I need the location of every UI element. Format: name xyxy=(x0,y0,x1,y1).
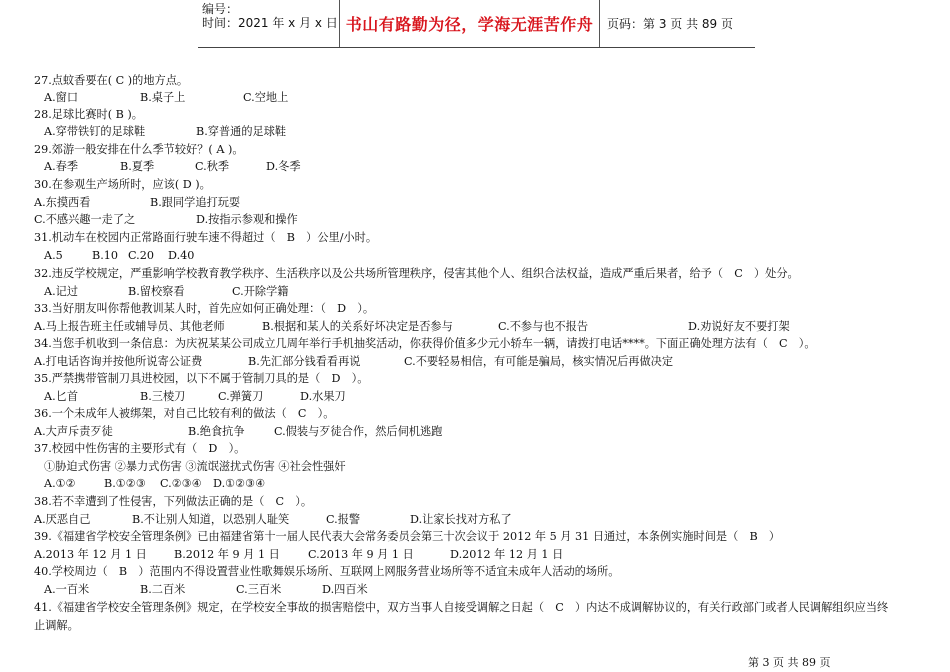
question-36-option-a: A.大声斥责歹徒 xyxy=(34,425,113,438)
question-34-option-b: B.先汇部分钱看看再说 xyxy=(248,355,361,368)
question-40-option-c: C.三百米 xyxy=(236,583,282,596)
header-divider xyxy=(198,47,755,48)
question-28-stem: 28.足球比赛时( B )。 xyxy=(34,108,143,121)
question-35-option-b: B.三棱刀 xyxy=(140,390,186,403)
question-29-option-b: B.夏季 xyxy=(120,160,155,173)
question-38-stem: 38.若不幸遭到了性侵害，下列做法正确的是（ C ）。 xyxy=(34,495,313,508)
question-33-option-a: A.马上报告班主任或辅导员、其他老师 xyxy=(34,320,225,333)
question-34-stem: 34.当您手机收到一条信息：为庆祝某某公司成立几周年举行手机抽奖活动，你获得价值多少元小轿车一辆，请拨打电话****。下面正确处理方法有（ C ）。 xyxy=(34,337,816,350)
question-33-option-c: C.不参与也不报告 xyxy=(498,320,589,333)
question-32-option-a: A.记过 xyxy=(44,285,79,298)
document-date: 时间：2021 年 x 月 x 日 xyxy=(202,16,338,30)
question-40-stem: 40.学校周边（ B ）范围内不得设置营业性歌舞娱乐场所、互联网上网服务营业场所等不适宜未成年人活动的场所。 xyxy=(34,565,620,578)
question-30-option-c: C.不感兴趣一走了之 xyxy=(34,213,136,226)
question-32-stem: 32.违反学校规定，严重影响学校教育教学秩序、生活秩序以及公共场所管理秩序，侵害其他个人、组织合法权益，造成严重后果者，给予（ C ）处分。 xyxy=(34,267,799,280)
question-31-option-c: C.20 xyxy=(128,249,154,262)
question-39-stem: 39.《福建省学校安全管理条例》已由福建省第十一届人民代表大会常务委员会第三十次会议于 2012 年 5 月 31 日通过，本条例实施时间是（ B ） xyxy=(34,530,781,543)
question-27-option-b: B.桌子上 xyxy=(140,91,186,104)
motto-text: 书山有路勤为径，学海无涯苦作舟 xyxy=(345,15,594,34)
question-30-stem: 30.在参观生产场所时，应该( D )。 xyxy=(34,178,211,191)
question-31-stem: 31.机动车在校园内正常路面行驶车速不得超过（ B ）公里/小时。 xyxy=(34,231,378,244)
question-35-stem: 35.严禁携带管制刀具进校园，以下不属于管制刀具的是（ D ）。 xyxy=(34,372,369,385)
question-39-option-a: A.2013 年 12 月 1 日 xyxy=(34,548,147,561)
header-page-cell xyxy=(599,0,763,47)
question-38-option-b: B.不让别人知道，以恐别人耻笑 xyxy=(132,513,290,526)
question-40-option-b: B.二百米 xyxy=(140,583,186,596)
question-34-option-c: C.不要轻易相信，有可能是骗局，核实情况后再做决定 xyxy=(404,355,674,368)
question-37-option-b: B.①②③ xyxy=(104,477,146,490)
question-29-option-a: A.春季 xyxy=(44,160,79,173)
question-32-option-c: C.开除学籍 xyxy=(232,285,289,298)
question-37-option-a: A.①② xyxy=(44,477,76,490)
header-motto-cell xyxy=(339,0,600,47)
question-28-option-b: B.穿普通的足球鞋 xyxy=(196,125,287,138)
question-33-stem: 33.当好朋友叫你帮他教训某人时，首先应如何正确处理：（ D ）。 xyxy=(34,302,375,315)
document-number-label: 编号： xyxy=(202,2,239,16)
question-35-option-c: C.弹簧刀 xyxy=(218,390,264,403)
question-27-option-c: C.空地上 xyxy=(243,91,289,104)
question-27-option-a: A.窗口 xyxy=(44,91,79,104)
question-35-option-a: A.匕首 xyxy=(44,390,79,403)
question-32-option-b: B.留校察看 xyxy=(128,285,185,298)
question-30-option-b: B.跟同学追打玩耍 xyxy=(150,196,241,209)
question-35-option-d: D.水果刀 xyxy=(300,390,346,403)
question-33-option-d: D.劝说好友不要打架 xyxy=(688,320,790,333)
question-40-option-d: D.四百米 xyxy=(322,583,368,596)
question-37-stem: 37.校园中性伤害的主要形式有（ D ）。 xyxy=(34,442,246,455)
question-31-option-a: A.5 xyxy=(44,249,63,262)
question-39-option-c: C.2013 年 9 月 1 日 xyxy=(308,548,414,561)
question-29-option-c: C.秋季 xyxy=(195,160,230,173)
question-29-stem: 29.郊游一般安排在什么季节较好？( A )。 xyxy=(34,143,244,156)
question-31-option-b: B.10 xyxy=(92,249,119,262)
question-39-option-b: B.2012 年 9 月 1 日 xyxy=(174,548,280,561)
question-38-option-a: A.厌恶自己 xyxy=(34,513,91,526)
question-38-option-c: C.报警 xyxy=(326,513,361,526)
question-37-option-d: D.①②③④ xyxy=(213,477,266,490)
question-36-option-c: C.假装与歹徒合作，然后伺机逃跑 xyxy=(274,425,443,438)
question-28-option-a: A.穿带铁钉的足球鞋 xyxy=(44,125,146,138)
question-41-stem-continued: 止调解。 xyxy=(34,619,79,632)
question-30-option-d: D.按指示参观和操作 xyxy=(196,213,298,226)
question-36-option-b: B.绝食抗争 xyxy=(188,425,245,438)
question-34-option-a: A.打电话咨询并按他所说寄公证费 xyxy=(34,355,203,368)
question-33-option-b: B.根据和某人的关系好坏决定是否参与 xyxy=(262,320,453,333)
question-37-option-c: C.②③④ xyxy=(160,477,202,490)
question-39-option-d: D.2012 年 12 月 1 日 xyxy=(450,548,564,561)
question-37-items: ①胁迫式伤害 ②暴力式伤害 ③流氓滋扰式伤害 ④社会性强奸 xyxy=(44,460,346,473)
question-41-stem: 41.《福建省学校安全管理条例》规定，在学校安全事故的损害赔偿中，双方当事人自接受调解之日起（ C ）内达不成调解协议的，有关行政部门或者人民调解组织应当终 xyxy=(34,601,889,614)
question-40-option-a: A.一百米 xyxy=(44,583,90,596)
question-31-option-d: D.40 xyxy=(168,249,195,262)
question-30-option-a: A.东摸西看 xyxy=(34,196,91,209)
question-36-stem: 36.一个未成年人被绑架，对自己比较有利的做法（ C ）。 xyxy=(34,407,335,420)
page-header xyxy=(198,0,755,48)
question-29-option-d: D.冬季 xyxy=(266,160,301,173)
header-info-cell xyxy=(198,0,338,47)
question-38-option-d: D.让家长找对方私了 xyxy=(410,513,512,526)
header-page-info: 页码：第 3 页 共 89 页 xyxy=(607,16,733,31)
page-footer: 第 3 页 共 89 页 xyxy=(748,656,831,669)
question-27-stem: 27.点蚊香要在( C )的地方点。 xyxy=(34,74,189,87)
